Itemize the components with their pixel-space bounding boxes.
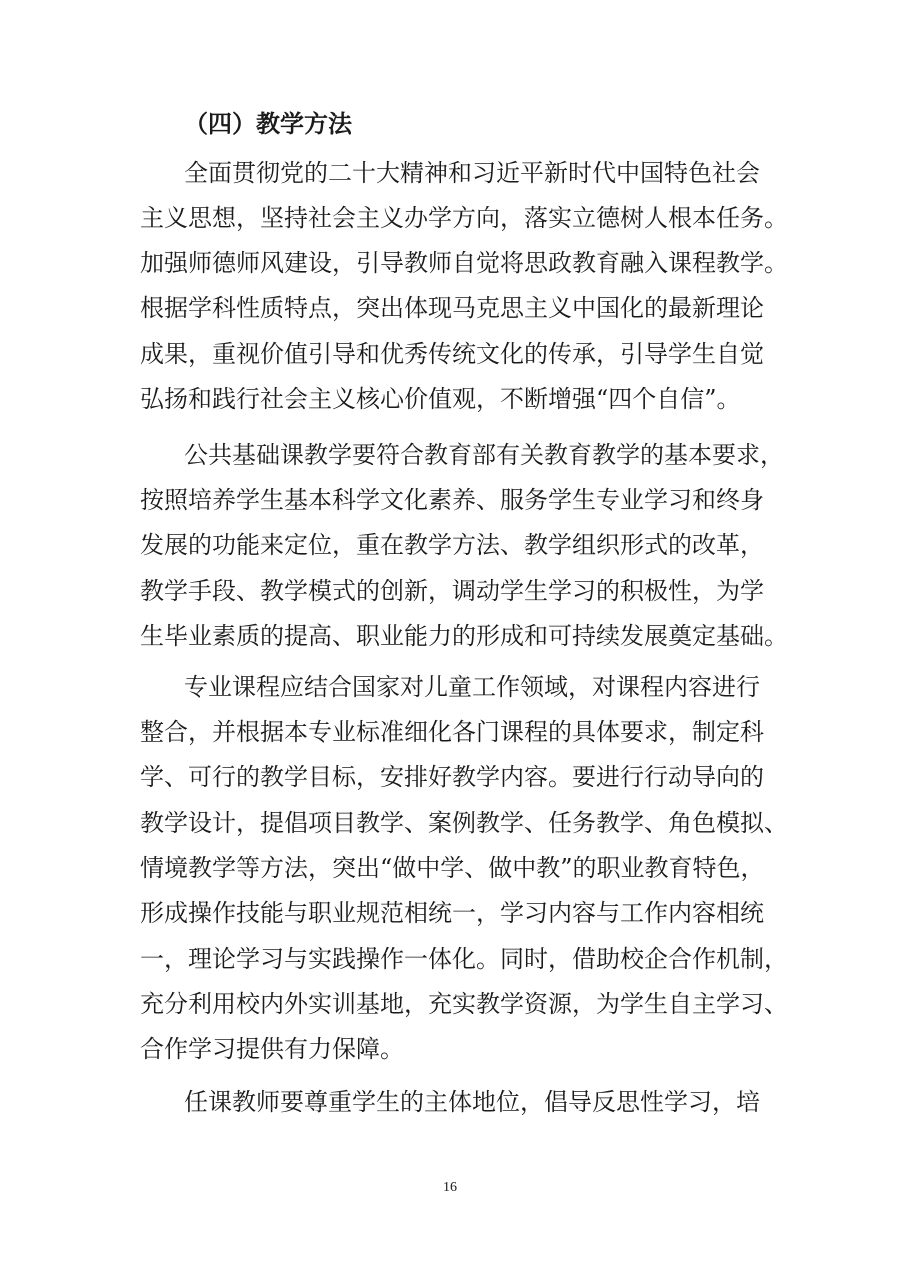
paragraph-line: 情境教学等方法，突出“做中学、做中教”的职业教育特色， [140, 854, 765, 882]
paragraph-line: 专业课程应结合国家对儿童工作领域，对课程内容进行 [184, 673, 760, 701]
paragraph-line: 教学手段、教学模式的创新，调动学生学习的积极性，为学 [140, 577, 764, 605]
paragraph-line: 充分利用校内外实训基地，充实教学资源，为学生自主学习、 [140, 990, 788, 1018]
section-heading: （四）教学方法 [184, 109, 352, 138]
paragraph-line: 成果，重视价值引导和优秀传统文化的传承，引导学生自觉 [140, 340, 764, 368]
paragraph-line: 合作学习提供有力保障。 [140, 1035, 404, 1063]
page-number: 16 [443, 1180, 457, 1195]
paragraph-line: 形成操作技能与职业规范相统一，学习内容与工作内容相统 [140, 899, 764, 927]
paragraph-line: 教学设计，提倡项目教学、案例教学、任务教学、角色模拟、 [140, 809, 788, 837]
paragraph-line: 根据学科性质特点，突出体现马克思主义中国化的最新理论 [140, 294, 764, 322]
paragraph-line: 一，理论学习与实践操作一体化。同时，借助校企合作机制， [140, 945, 788, 973]
paragraph-line: 主义思想，坚持社会主义办学方向，落实立德树人根本任务。 [140, 204, 788, 232]
paragraph-line: 全面贯彻党的二十大精神和习近平新时代中国特色社会 [184, 159, 760, 187]
paragraph-line: 按照培养学生基本科学文化素养、服务学生专业学习和终身 [140, 486, 764, 514]
paragraph-line: 整合，并根据本专业标准细化各门课程的具体要求，制定科 [140, 718, 764, 746]
paragraph-line: 学、可行的教学目标，安排好教学内容。要进行行动导向的 [140, 763, 764, 791]
paragraph-line: 弘扬和践行社会主义核心价值观，不断增强“四个自信”。 [140, 385, 741, 413]
paragraph-line: 加强师德师风建设，引导教师自觉将思政教育融入课程教学。 [140, 249, 788, 277]
paragraph-line: 公共基础课教学要符合教育部有关教育教学的基本要求， [184, 441, 784, 469]
paragraph-line: 发展的功能来定位，重在教学方法、教学组织形式的改革， [140, 531, 764, 559]
paragraph-line: 生毕业素质的提高、职业能力的形成和可持续发展奠定基础。 [140, 622, 788, 650]
paragraph-line: 任课教师要尊重学生的主体地位，倡导反思性学习，培 [184, 1088, 760, 1116]
